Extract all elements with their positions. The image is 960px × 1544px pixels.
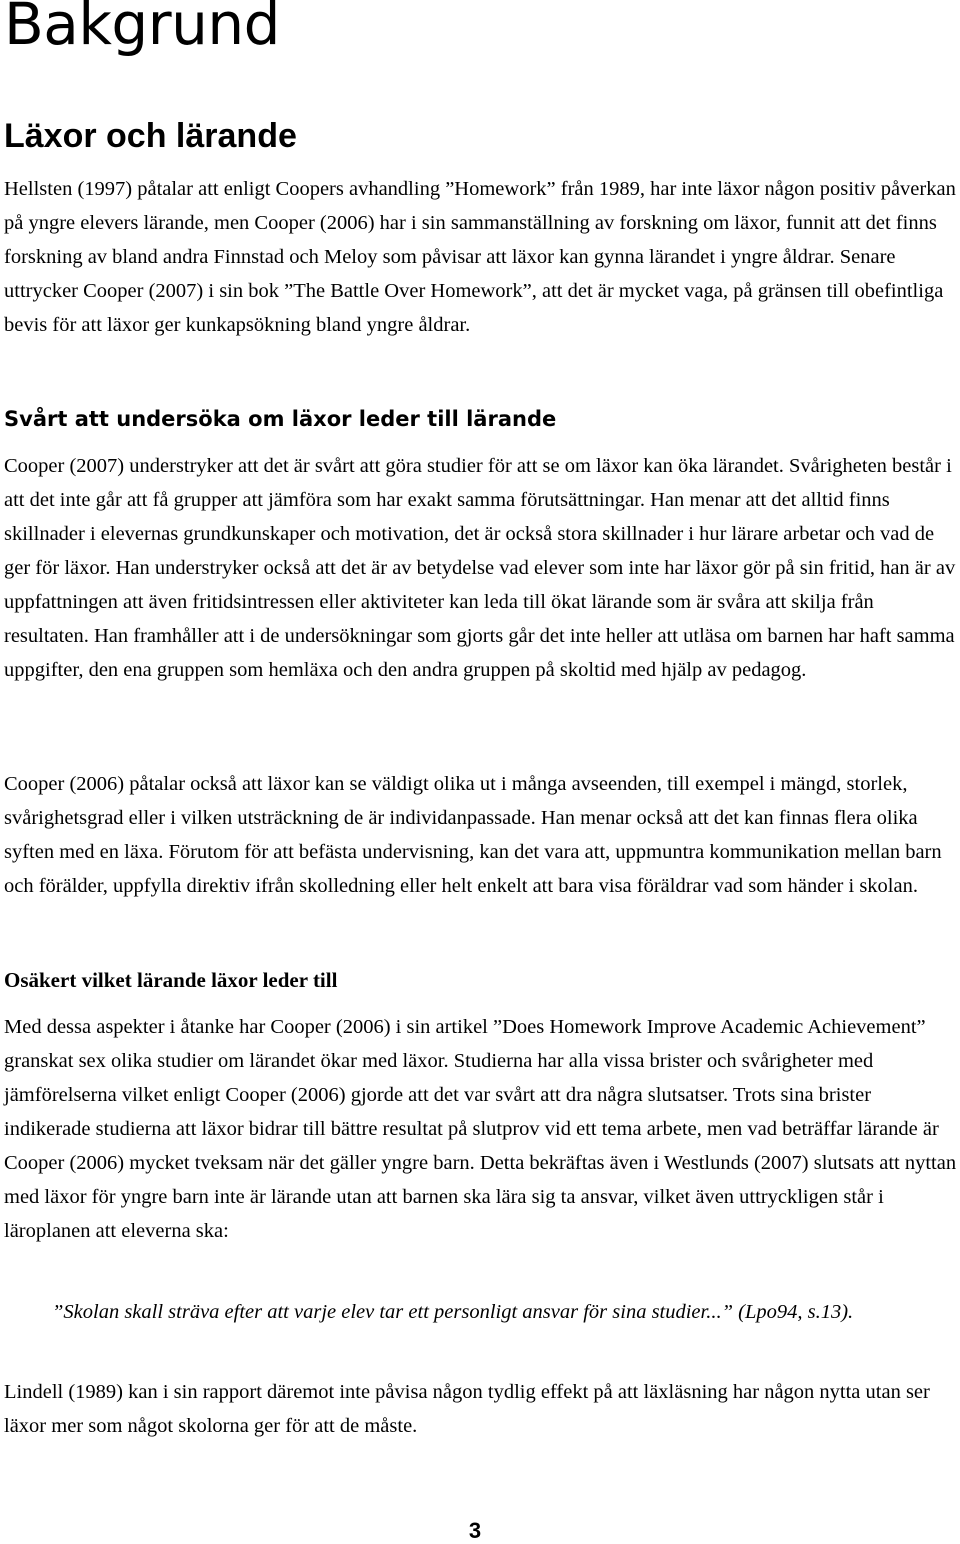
paragraph-laxor-olika: Cooper (2006) påtalar också att läxor kan se väldigt olika ut i många avseenden, till exempel i mängd, storlek, svårighetsgrad eller i vilken utsträckning de är individanpassade. Han menar också att det kan finnas flera olika syften med en läxa. Förutom för att befästa undervisning, kan det vara att, uppmuntra kommunikation mellan barn och förälder, uppfylla direktiv ifrån skolledning eller helt enkelt att bara visa föräldrar vad som händer i skolan. [4, 773, 942, 897]
paragraph-svart-att-undersoka: Cooper (2007) understryker att det är svårt att göra studier för att se om läxor kan öka lärandet. Svårigheten består i att det inte går att få grupper att jämföra som har exakt samma förutsättningar. Han menar att det alltid finns skillnader i elevernas grundkunskaper och motivation, det är också stora skillnader i hur lärare arbetar och vad de ger för läxor. Han understryker också att det är av betydelse vad elever som inte har läxor gör på sin fritid, han är av uppfattningen att även fritidsintressen eller aktiviteter kan leda till ökat lärande som är svåra att skilja från resultaten. Han framhåller att i de undersökningar som gjorts går det inte heller att utläsa om barnen har haft samma uppgifter, den ena gruppen som hemläxa och den andra gruppen på skoltid med hjälp av pedagog. [4, 455, 956, 681]
section-heading-laxor-och-larande: Läxor och lärande [4, 117, 297, 155]
subheading-osakert-larande: Osäkert vilket lärande läxor leder till [4, 968, 338, 992]
paragraph-intro: Hellsten (1997) påtalar att enligt Coopers avhandling ”Homework” från 1989, har inte läxor någon positiv påverkan på yngre elevers lärande, men Cooper (2006) har i sin sammanställning av forskning om läxor, funnit att det finns forskning av bland andra Finnstad och Meloy som påvisar att läxor kan gynna lärandet i yngre åldrar. Senare uttrycker Cooper (2007) i sin bok ”The Battle Over Homework”, att det är mycket vaga, på gränsen till obefintliga bevis för att läxor ger kunkapsökning bland yngre åldrar. [4, 178, 956, 336]
paragraph-lindell: Lindell (1989) kan i sin rapport däremot inte påvisa någon tydlig effekt på att läxläsning har någon nytta utan ser läxor mer som något skolorna ger för att de måste. [4, 1381, 930, 1437]
page-title: Bakgrund [4, 0, 280, 58]
subheading-svart-att-undersoka: Svårt att undersöka om läxor leder till lärande [4, 407, 557, 431]
page-number: 3 [468, 1518, 482, 1543]
paragraph-cooper-artikel: Med dessa aspekter i åtanke har Cooper (2006) i sin artikel ”Does Homework Improve Academic Achievement” granskat sex olika studier om lärandet ökar med läxor. Studierna har alla vissa brister och svårigheter med jämförelserna vilket enligt Cooper (2006) gjorde att det var svårt att dra några slutsatser. Trots sina brister indikerade studierna att läxor bidrar till bättre resultat på slutprov vid ett tema arbete, men vad beträffar lärande är Cooper (2006) mycket tveksam när det gäller yngre barn. Detta bekräftas även i Westlunds (2007) slutsats att nyttan med läxor för yngre barn inte är lärande utan att barnen ska lära sig ta ansvar, vilket även uttryckligen står i läroplanen att eleverna ska: [4, 1016, 957, 1242]
quote-lpo94: ”Skolan skall sträva efter att varje elev tar ett personligt ansvar för sina studier...” (Lpo94, s.13). [52, 1301, 854, 1323]
